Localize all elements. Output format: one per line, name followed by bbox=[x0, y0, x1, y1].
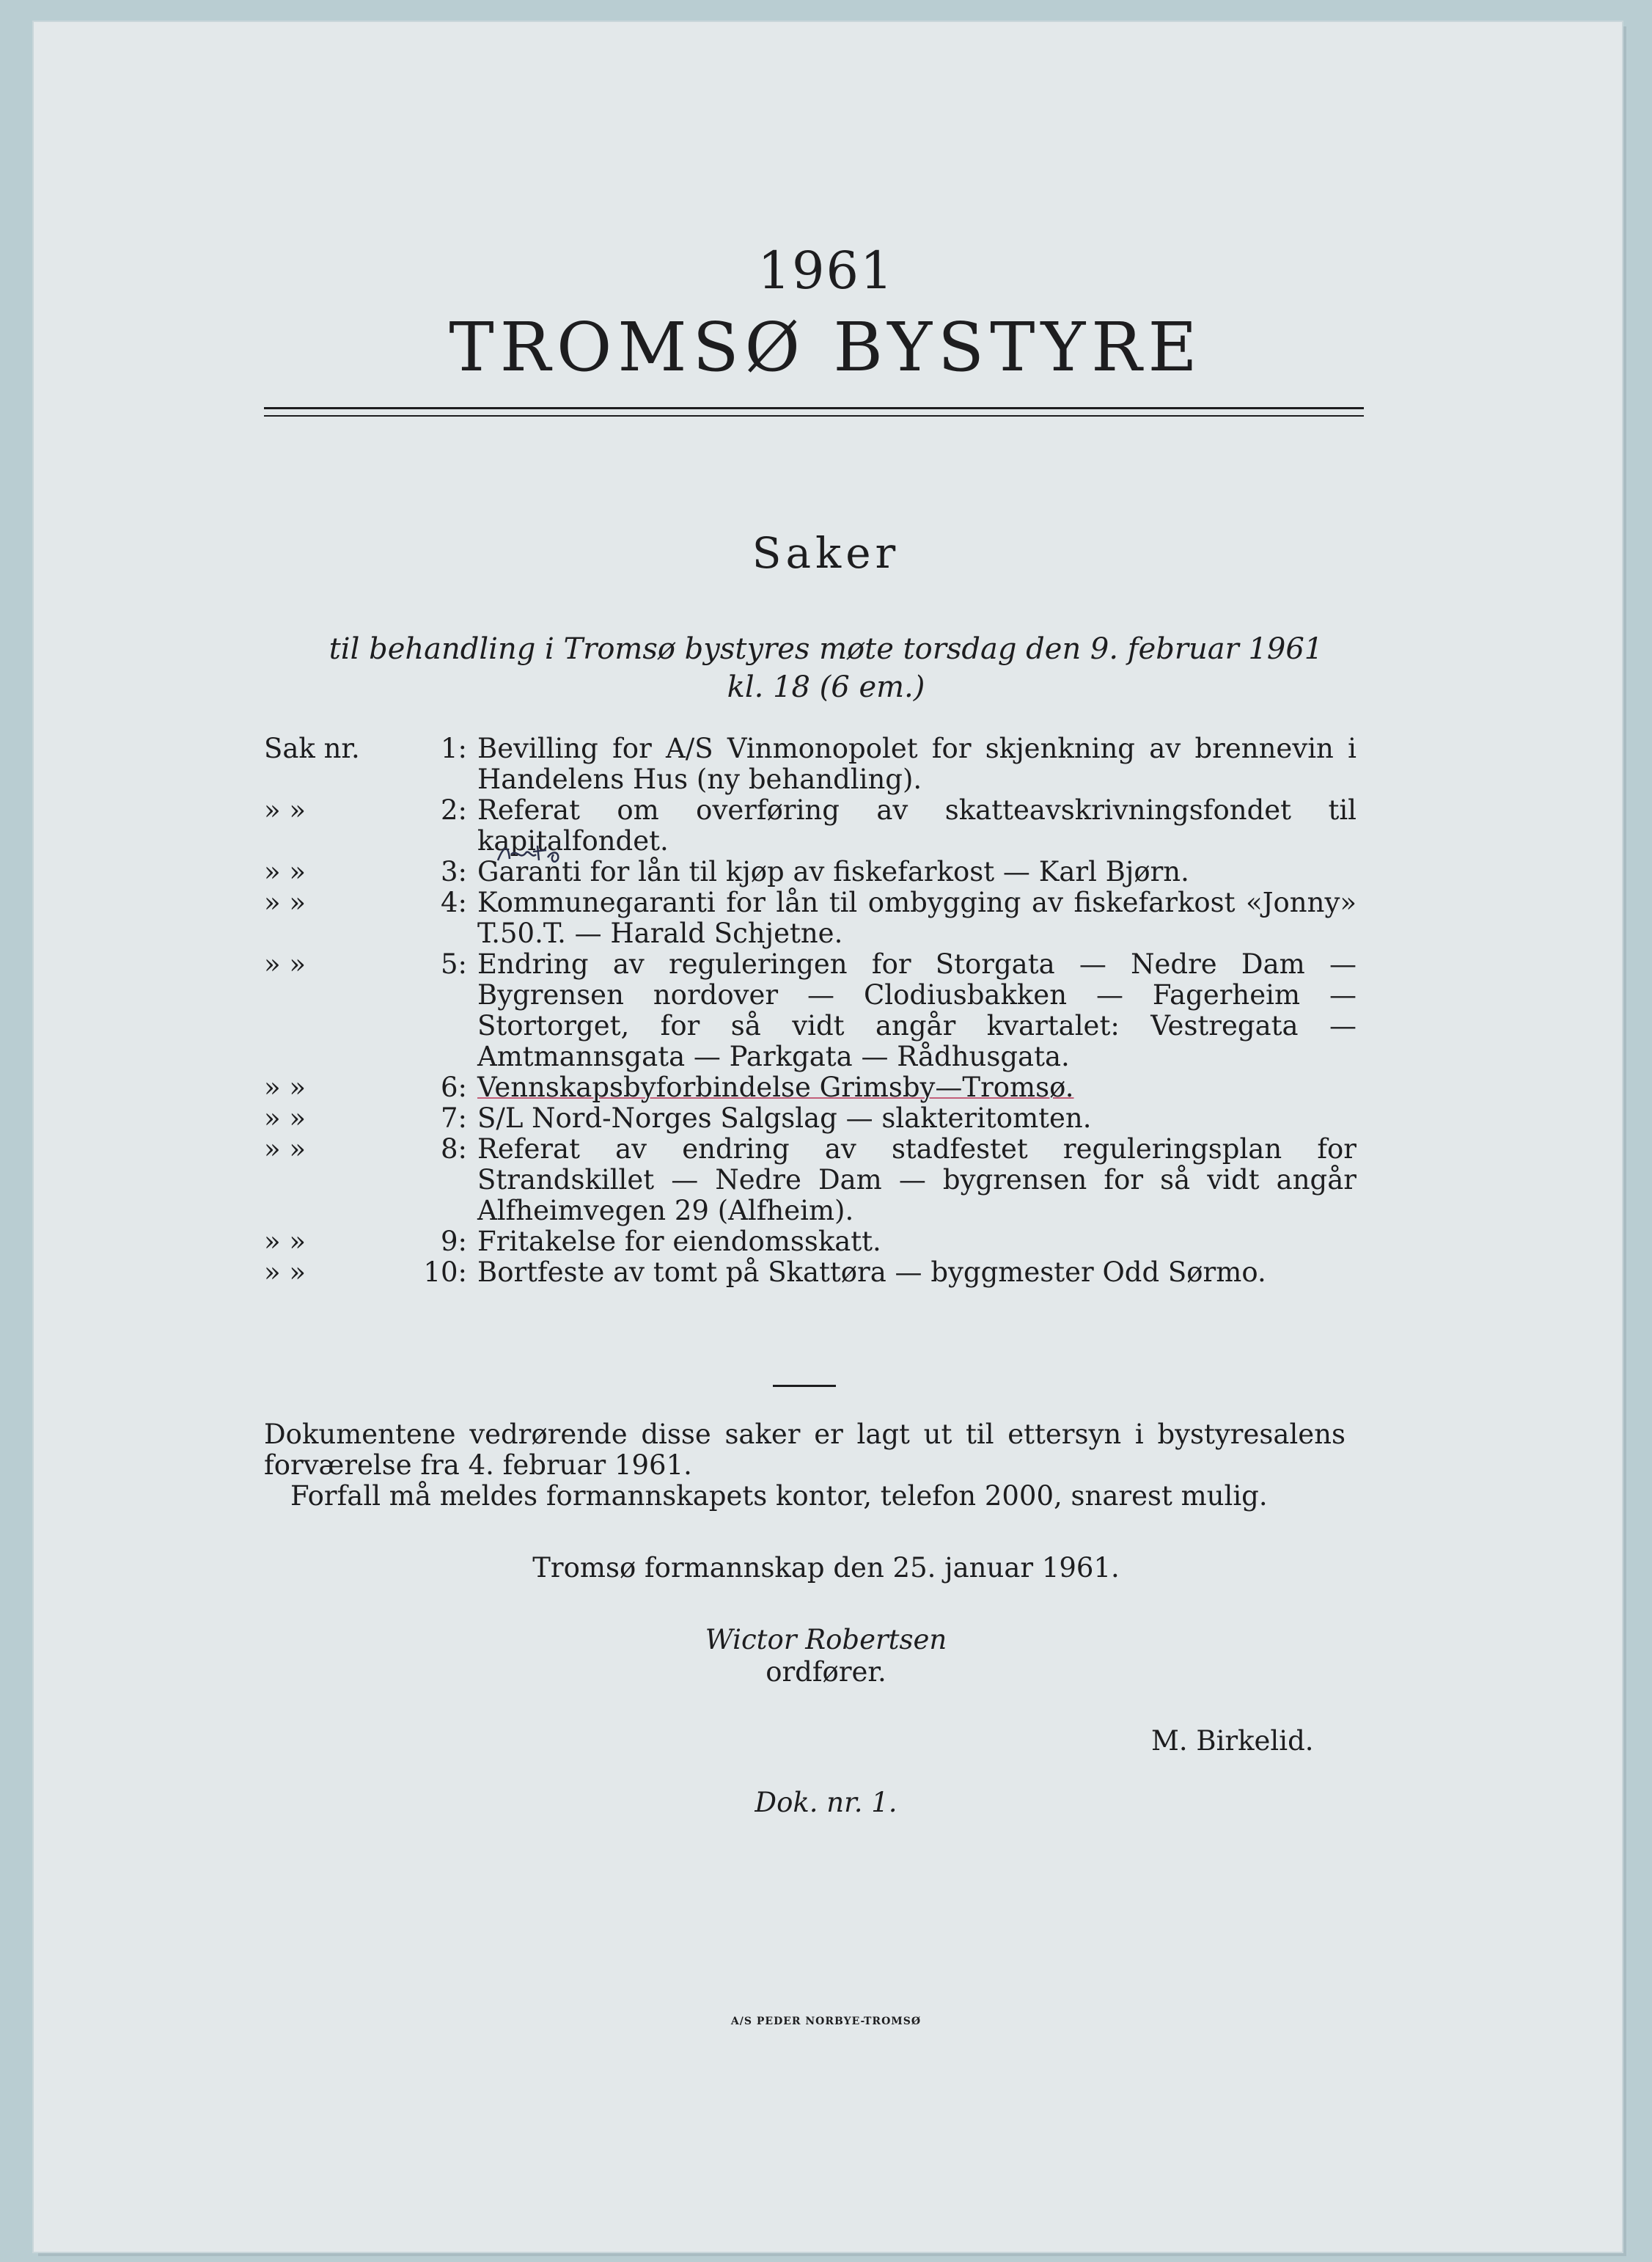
handwritten-note bbox=[495, 838, 576, 868]
item-prefix: » » bbox=[264, 794, 306, 826]
item-prefix: » » bbox=[264, 856, 306, 887]
secretary-name: M. Birkelid. bbox=[1151, 1725, 1314, 1757]
notice-absence: Forfall må meldes formannskapets kontor, telefon 2000, snarest mulig. bbox=[290, 1480, 1268, 1512]
document-year: 1961 bbox=[757, 241, 895, 301]
item-text: Fritakelse for eiendomsskatt. bbox=[477, 1226, 881, 1257]
title-rule-bottom bbox=[264, 415, 1364, 417]
item-text: Garanti for lån til kjøp av fiskefarkost — Karl Bjørn. bbox=[477, 856, 1189, 887]
item-text: Bortfeste av tomt på Skattøra — byggmester Odd Sørmo. bbox=[477, 1256, 1266, 1288]
item-text: Endring av reguleringen for Storgata — Nedre Dam — Bygrensen nordover — Clodiusbakken — Fagerheim — Stortorget, for så vidt angår kvartalet: Vestregata — Amtmannsgata — Parkgata — Rådhusgata. bbox=[477, 948, 1357, 1072]
item-number: 9: bbox=[440, 1226, 467, 1257]
item-text: Referat av endring av stadfestet reguleringsplan for Strandskillet — Nedre Dam — bygrensen for så vidt angår Alfheimvegen 29 (Alfheim). bbox=[477, 1133, 1357, 1226]
item-prefix: Sak nr. bbox=[264, 733, 360, 764]
separator-dash bbox=[773, 1385, 836, 1387]
agenda-item bbox=[264, 1226, 1357, 1257]
item-number: 5: bbox=[440, 948, 467, 980]
item-prefix: » » bbox=[264, 1072, 306, 1103]
agenda-item bbox=[264, 1134, 1357, 1226]
item-number: 3: bbox=[440, 856, 467, 887]
agenda-list bbox=[264, 733, 1357, 1288]
item-prefix: » » bbox=[264, 1133, 306, 1165]
printer-imprint: A/S PEDER NORBYE-TROMSØ bbox=[730, 2016, 922, 2027]
place-date: Tromsø formannskap den 25. januar 1961. bbox=[532, 1552, 1120, 1584]
agenda-item bbox=[264, 887, 1357, 949]
agenda-item bbox=[264, 1072, 1357, 1103]
item-number: 2: bbox=[440, 794, 467, 826]
item-text: S/L Nord-Norges Salgslag — slakteritomten. bbox=[477, 1102, 1092, 1134]
agenda-heading: Saker bbox=[752, 528, 900, 578]
item-number: 8: bbox=[440, 1133, 467, 1165]
item-text: Kommunegaranti for lån til ombygging av fiskefarkost «Jonny» T.50.T. — Harald Schjetne. bbox=[477, 887, 1357, 949]
item-text: Bevilling for A/S Vinmonopolet for skjenkning av brennevin i Handelens Hus (ny behandling). bbox=[477, 733, 1357, 795]
agenda-item bbox=[264, 733, 1357, 795]
item-prefix: » » bbox=[264, 887, 306, 918]
agenda-item bbox=[264, 795, 1357, 857]
item-number: 4: bbox=[440, 887, 467, 918]
item-number: 7: bbox=[440, 1102, 467, 1134]
item-number: 10: bbox=[423, 1256, 467, 1288]
signatory-role: ordfører. bbox=[766, 1656, 886, 1688]
agenda-item bbox=[264, 949, 1357, 1072]
document-title: TROMSØ BYSTYRE bbox=[449, 308, 1203, 387]
agenda-item bbox=[264, 1103, 1357, 1134]
item-number: 6: bbox=[440, 1072, 467, 1103]
notice-documents: Dokumentene vedrørende disse saker er lagt ut til ettersyn i bystyresalens forværelse fra 4. februar 1961. bbox=[264, 1419, 1346, 1481]
signatory-name: Wictor Robertsen bbox=[705, 1624, 947, 1655]
agenda-intro-line1: til behandling i Tromsø bystyres møte torsdag den 9. februar 1961 bbox=[328, 632, 1324, 666]
item-prefix: » » bbox=[264, 1226, 306, 1257]
agenda-intro-line2: kl. 18 (6 em.) bbox=[727, 670, 925, 704]
document-number: Dok. nr. 1. bbox=[755, 1787, 897, 1818]
item-prefix: » » bbox=[264, 1256, 306, 1288]
title-rule-top bbox=[264, 407, 1364, 409]
item-text: Referat om overføring av skatteavskrivningsfondet til kapitalfondet. bbox=[477, 794, 1357, 857]
item-number: 1: bbox=[440, 733, 467, 764]
agenda-item bbox=[264, 1257, 1357, 1288]
item-prefix: » » bbox=[264, 1102, 306, 1134]
agenda-item bbox=[264, 857, 1357, 887]
item-prefix: » » bbox=[264, 948, 306, 980]
item-text: Vennskapsbyforbindelse Grimsby—Tromsø. bbox=[477, 1072, 1074, 1103]
notice-paragraphs bbox=[264, 1419, 1346, 1512]
